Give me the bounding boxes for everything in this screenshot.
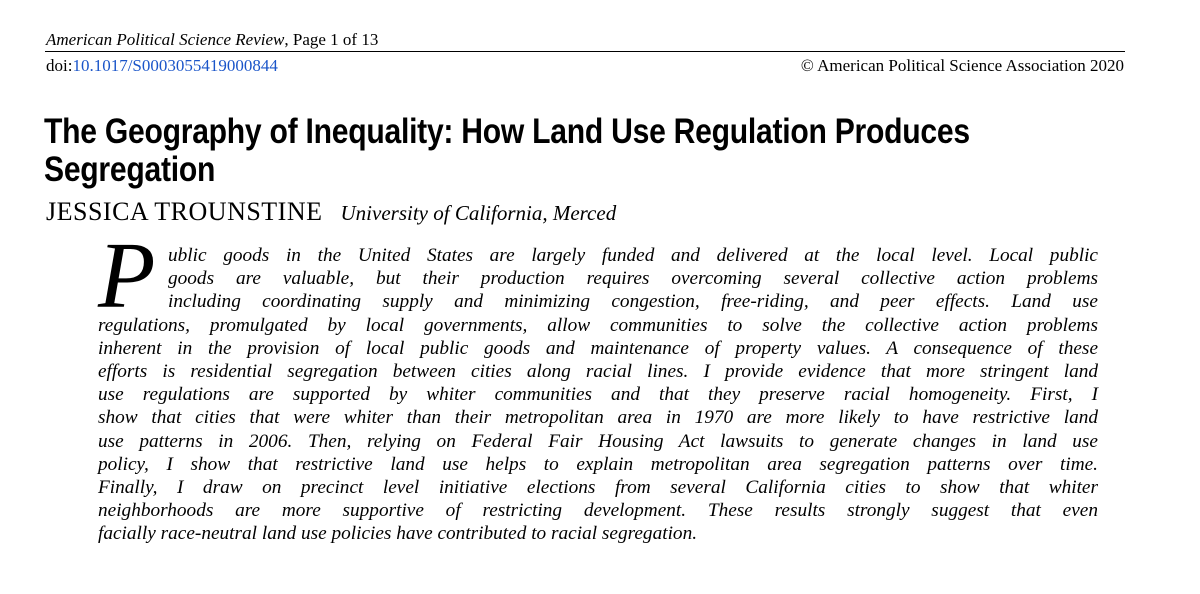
author-affiliation: University of California, Merced: [340, 201, 617, 225]
abstract-line: policy, I show that restrictive land use helps to explain metropolitan area segregation patterns over time.: [98, 453, 1098, 475]
title-line-2: Segregation: [44, 150, 216, 189]
doi-line: [46, 55, 278, 77]
journal-name: American Political Science Review: [46, 30, 285, 49]
abstract-line: use regulations are supported by whiter communities and that they preserve racial homogeneity. First, I: [98, 384, 1098, 406]
abstract-line: show that cities that were whiter than their metropolitan area in 1970 are more likely to have restrictive land: [98, 407, 1098, 429]
abstract-line: regulations, promulgated by local governments, allow communities to solve the collective action problems: [98, 314, 1098, 336]
abstract-line: neighborhoods are more supportive of restricting development. These results strongly suggest that even: [98, 500, 1098, 522]
abstract-line: use patterns in 2006. Then, relying on Federal Fair Housing Act lawsuits to generate changes in land use: [98, 430, 1098, 452]
title-line-1: The Geography of Inequality: How Land Use Regulation Produces: [44, 112, 970, 151]
abstract-line: Finally, I draw on precinct level initiative elections from several California cities to show that whiter: [98, 477, 1098, 499]
page-info: , Page 1 of 13: [284, 30, 379, 49]
author-line: [46, 197, 616, 227]
doi-prefix: doi:: [46, 56, 73, 75]
abstract-line: efforts is residential segregation between cities along racial lines. I provide evidence that more stringent land: [98, 361, 1098, 383]
journal-header: [46, 30, 378, 50]
article-title: [44, 113, 990, 189]
abstract-line: inherent in the provision of local public goods and maintenance of property values. A consequence of these: [98, 337, 1098, 359]
abstract-line: goods are valuable, but their production requires overcoming several collective action problems: [168, 268, 1098, 290]
copyright-notice: © American Political Science Association 2020: [800, 56, 1124, 75]
abstract-dropcap: P: [98, 224, 156, 328]
header-rule: [45, 51, 1125, 52]
abstract-line: ublic goods in the United States are largely funded and delivered at the local level. Local public: [168, 245, 1098, 266]
doi-link[interactable]: 10.1017/S0003055419000844: [72, 56, 278, 75]
author-name: JESSICA TROUNSTINE: [46, 197, 323, 226]
abstract: [98, 244, 1098, 546]
abstract-line: including coordinating supply and minimizing congestion, free-riding, and peer effects. Land use: [168, 291, 1098, 313]
abstract-line: facially race-neutral land use policies have contributed to racial segregation.: [98, 523, 698, 545]
